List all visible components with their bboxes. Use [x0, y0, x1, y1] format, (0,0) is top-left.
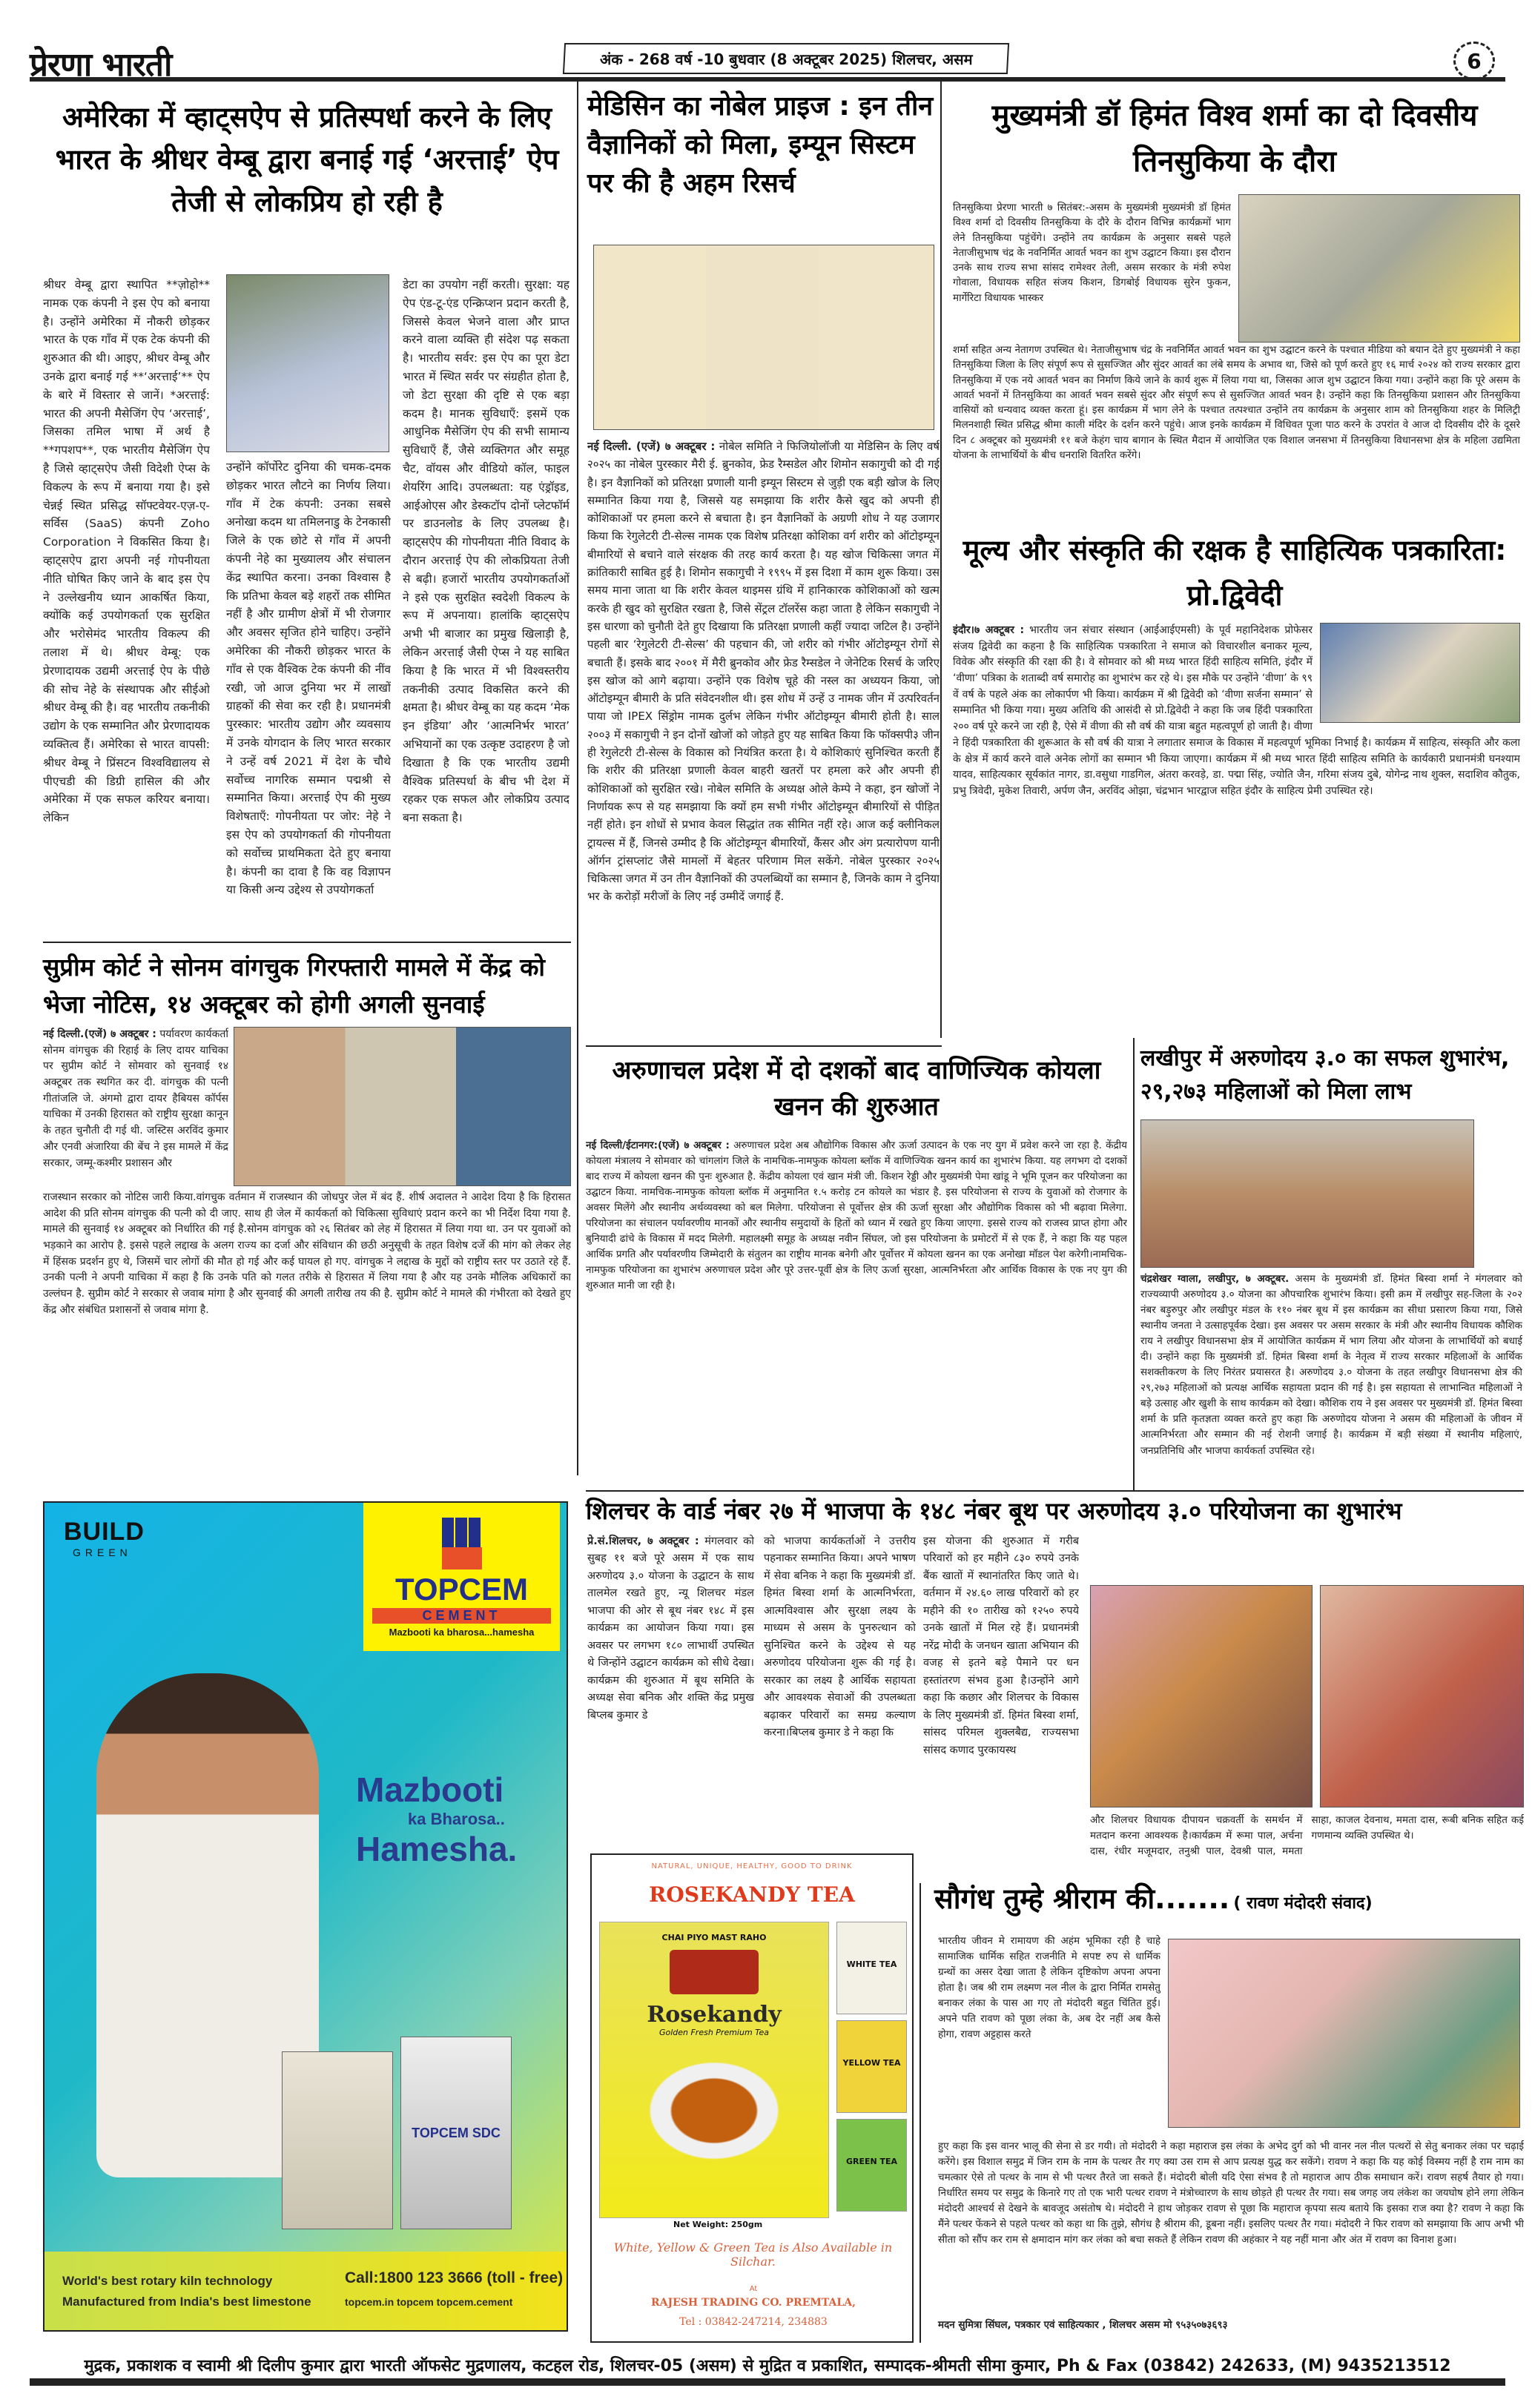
- tea-at: At: [749, 2285, 758, 2293]
- photo-sridhar-vembu: [226, 274, 389, 452]
- silchar-col3: इस योजना की शुरुआत में गरीब परिवारों को हर महीने ८३० रुपये उनके बैंक खातों में स्थानांतरित किए जाते थे। वर्तमान में २४.६० लाख परिवारों को हर महीने की १० तारीख को १२५० रुपये उनके खातों में मिल रहे हैं। प्रधानमंत्री नरेंद्र मोदी के जनधन खाता अभियान की वजह से इतने बड़े पैमाने पर धन हस्तांतरण संभव हुआ है।उन्होंने आगे कहा कि कछार और शिलचर के विकास के लिए मुख्यमंत्री डॉ. हिमंत बिस्वा शर्मा, सांसद परिमल शुक्लबैद्य, राज्यसभा सांसद कणाद पुरकायस्थ: [923, 1535, 1079, 1756]
- page-number: 6: [1467, 48, 1482, 73]
- ad-topcem-cement[interactable]: [43, 1501, 568, 2332]
- tea-cup: [640, 2055, 788, 2166]
- sonam-dateline: नई दिल्ली.(एजें) ७ अक्टूबर :: [43, 1028, 156, 1040]
- photo-nobel-laureates: [593, 245, 934, 430]
- silchar-dateline: प्रे.सं.शिलचर, ७ अक्टूबर :: [587, 1535, 699, 1547]
- coal-dateline: नई दिल्ली/ईटानगर:(एजें) ७ अक्टूबर :: [586, 1140, 730, 1151]
- tea-dealer: RAJESH TRADING CO. PREMTALA,: [651, 2297, 856, 2309]
- sonam-lead-text: पर्यावरण कार्यकर्ता सोनम वांगचुक की रिहाई के लिए दायर याचिका पर सुप्रीम कोर्ट ने सोमवार को सुनवाई १४ अक्टूबर तक स्थगित कर दी. वांगचुक की पत्नी गीतांजलि जे. अंगमो द्वारा दायर हैबियस कॉर्पस याचिका में उनकी हिरासत को राष्ट्रीय सुरक्षा कानून के तहत चुनौती दी गई थी. जस्टिस अरविंद कुमार और एनवी अंजारिया की बेंच ने इस मामले में केंद्र सरकार, जम्मू-कश्मीर प्रशासन और: [43, 1028, 228, 1169]
- headline-nobel: मेडिसिन का नोबेल प्राइज : इन तीन वैज्ञानिकों को मिला, इम्यून सिस्टम पर की है अहम रिसर्च: [587, 91, 934, 199]
- arattai-col3: डेटा का उपयोग नहीं करती। सुरक्षा: यह ऐप एंड-टू-एंड एन्क्रिप्शन प्रदान करती है, जिससे केवल भेजने वाला और प्राप्त करने वाला व्यक्ति ही संदेश पढ़ सकता है। भारतीय सर्वर: इस ऐप का पूरा डेटा भारत में स्थित सर्वर पर संग्रहीत होता है, जो डेटा सुरक्षा की दृष्टि से एक बड़ा कदम है। मानक सुविधाएँ: इसमें एक आधुनिक मैसेजिंग ऐप की सभी सामान्य सुविधाएँ हैं, जैसे व्यक्तिगत और समूह चैट, वॉयस और वीडियो कॉल, फाइल शेयरिंग आदि। उपलब्धता: यह एंड्रॉइड, आईओएस और डेस्कटॉप दोनों प्लेटफॉर्म पर डाउनलोड के लिए उपलब्ध है। व्हाट्सऐप की गोपनीयता नीति विवाद के दौरान अरत्ताई ऐप की लोकप्रियता तेजी से बढ़ी। हजारों भारतीय उपयोगकर्ताओं ने इसे एक सुरक्षित स्वदेशी विकल्प के रूप में अपनाया। हालांकि व्हाट्सऐप अभी भी बाजार का प्रमुख खिलाड़ी है, लेकिन अरत्ताई जैसी ऐप्स ने यह साबित किया है कि भारत में भी विश्वस्तरीय तकनीकी उत्पाद विकसित करने की क्षमता है। श्रीधर वेम्बू का यह कदम ‘मेक इन इंडिया’ और ‘आत्मनिर्भर भारत’ अभियानों का एक उत्कृष्ट उदाहरण है जो दिखाता है कि एक भारतीय उद्यमी वैश्विक प्रतिस्पर्धा के बीच भी देश में रहकर एक सफल और लोकप्रिय उत्पाद बना सकता है।: [403, 278, 569, 825]
- sonam-body: राजस्थान सरकार को नोटिस जारी किया.वांगचुक वर्तमान में राजस्थान की जोधपुर जेल में बंद हैं. शीर्ष अदालत ने आदेश दिया है कि हिरासत आदेश की प्रति सोनम वांगचुक की पत्नी को दी जाए. साथ ही जेल में कार्यकर्ता को चिकित्सा सुविधाएं प्रदान करने का भी निर्देश दिया गया है. मामले की सुनवाई १४ अक्टूबर को निर्धारित की गई है.सोनम वांगचुक को २६ सितंबर को लेह में हिरासत में लिया गया था. उन पर युवाओं को भड़काने का आरोप है. इससे पहले लद्दाख के अलग राज्य का दर्जा और संविधान की छठी अनुसूची के तहत विशेष दर्जे की मांग को लेकर लेह में हिंसक प्रदर्शन हुए थे, जिसमें चार लोगों की मौत हो गई और कई घायल हो गए. वांगचुक ने लद्दाख के मुद्दों को राष्ट्रीय स्तर पर उठाते रहे हैं. उनकी पत्नी ने अपनी याचिका में कहा है कि उनके पति को गलत तरीके से हिरासत में लिया गया है और यह उनके मौलिक अधिकारों का उल्लंघन है. सुप्रीम कोर्ट ने सरकार से जवाब मांगा है और सुनवाई की अगली तारीख तय की है. सुप्रीम कोर्ट ने मामले की गंभीरता को देखते हुए केंद्र और संबंधित प्रशासनों से जवाब मांगा है.: [43, 1191, 571, 1316]
- headline-ravan: [934, 1882, 1528, 1917]
- ravan-subtitle: ( रावण मंदोदरी संवाद): [1233, 1894, 1373, 1913]
- rosekandy-top-line: NATURAL, UNIQUE, HEALTHY, GOOD TO DRINK: [651, 1862, 853, 1870]
- nobel-text: नोबेल समिति ने फिजियोलॉजी या मेडिसिन के लिए वर्ष २०२५ का नोबेल पुरस्कार मैरी ई. ब्रुनकोव, फ्रेड रैम्सडेल और शिमोन सकागुची को दी गई है। इन वैज्ञानिकों को प्रतिरक्षा प्रणाली यानी इम्यून सिस्टम से जुड़ी एक बड़ी खोज के लिए सम्मानित किया गया है, जिससे यह समझाया कि शरीर कैसे खुद को अपनी ही कोशिकाओं पर हमला करने से बचाता है। इन वैज्ञानिकों के अग्रणी शोध ने यह उजागर किया कि रेगुलेटरी टी-सेल्स नामक एक विशेष प्रतिरक्षा कोशिका वर्ग शरीर को ऑटोइम्यून बीमारियों से बचाने वाले संरक्षक की तरह कार्य करता है। यह खोज चिकित्सा जगत में क्रांतिकारी साबित हुई है। शिमोन सकागुची ने १९९५ में इस दिशा में काम शुरू किया। उस समय माना जाता था कि शरीर केवल थाइमस ग्रंथि में हानिकारक कोशिकाओं को खत्म करके ही खुद को सुरक्षित रखता है, जिसे सेंट्रल टॉलरेंस कहा जाता है लेकिन सकागुची ने इस धारणा को चुनौती देते हुए दिखाया कि प्रतिरक्षा प्रणाली कहीं ज्यादा जटिल है। उन्होंने पहली बार ‘रेगुलेटरी टी-सेल्स’ की पहचान की, जो शरीर को गंभीर ऑटोइम्यून रोगों से बचाती हैं। इसके बाद २००१ में मैरी ब्रुनकोव और फ्रेड रैम्सडेल ने जेनेटिक रिसर्च के जरिए इस खोज को आगे बढ़ाया। उन्होंने एक विशेष चूहे की नस्ल का अध्ययन किया, जो ऑटोइम्यून बीमारी के प्रति संवेदनशील थी। इस शोध में उन्हें उ नामक जीन में उत्परिवर्तन पाया जो IPEX सिंड्रोम नामक दुर्लभ लेकिन गंभीर ऑटोइम्यून बीमारी होती है। साल २००३ में सकागुची ने इन दोनों खोजों को जोड़ते हुए यह साबित किया कि फॉक्सपी३ जीन ही रेगुलेटरी टी-सेल्स के विकास को नियंत्रित करता है। ये कोशिकाएं सुनिश्चित करती हैं कि शरीर की प्रतिरक्षा प्रणाली केवल बाहरी खतरों पर हमला करे और अपनी ही कोशिकाओं को सुरक्षित रखे। नोबेल समिति के अध्यक्ष ओले केम्पे ने कहा, इन खोजों ने निर्णायक रूप से यह समझाया कि क्यों हम सभी गंभीर ऑटोइम्यून बीमारियों से पीड़ित नहीं होते। इन शोधों से प्रभाव केवल सिद्धांत तक सीमित नहीं रहे। आज कई क्लीनिकल ट्रायल्स में हैं, जिनसे उम्मीद है कि ऑटोइम्यून बीमारियों, कैंसर और अंग प्रत्यारोपण यानी ऑर्गन ट्रांसप्लांट जैसे मामलों में बेहतर परिणाम मिल सकेंगे. नोबेल पुरस्कार २०२५ चिकित्सा जगत में उन तीन वैज्ञानिकों की उपलब्धियों का सम्मान है, जिनके काम ने दुनिया भर के करोड़ों मरीजों के लिए नई उम्मीदें जगाई हैं.: [587, 440, 940, 904]
- ravan-body: हुए कहा कि इस वानर भालू की सेना से डर गयी। तो मंदोदरी ने कहा महाराज इस लंका के अभेद दुर्ग को भी वानर नल नील पत्थरों से सेतु बनाकर लंका पर चढ़ाई करेंगे। इस विशाल समुद्र में जिन राम के नाम के पत्थर तैर गए क्या उस राम से आप प्रत्यक्ष युद्ध कर सकेंगे। रावण ने कहा कि यह कोई विस्मय नहीं है राम नाम का चमत्कार ऐसे तो पत्थर के नाम से भी पत्थर तैरते जा सकते हैं। मंदोदरी बोली यदि ऐसा संभव है तो महाराज आप ठीक समाधान करें। रावण सहर्ष तैयार हो गया। निर्धारित समय पर समुद्र के किनारे गए तो एक भारी पत्थर रावण ने मंत्रोच्चारण के साथ छोड़ते ही पत्थर तैर गया। सब जगह जय लंकेश का जयघोष होने लगा लेकिन मंदोदरी आश्चर्य से देखने के बावजूद असंतोष थे। मंदोदरी ने हाथ जोड़कर रावण से पूछा कि महाराज कृपया सत्य बताये कि इसका राज क्या है? रावण ने कहा कि मैंने पत्थर फेंकने से पहले पत्थर को कहा था कि तुझे, सौगंध है श्रीराम की, डूबना नहीं। इसलिए पत्थर तैर गया। मंदोदरी ने फिर रावण को समझाया कि आप अभी भी सीता को सौंप कर राम से क्षमादान मांग कर लंका को बचा सकते हैं लेकिन रावण की अहंकार ने यह नहीं माना और अंत में रावण का विनाश हुआ।: [938, 2140, 1524, 2246]
- headline-sonam: सुप्रीम कोर्ट ने सोनम वांगचुक गिरफ्तारी मामले में केंद्र को भेजा नोटिस, १४ अक्टूबर को होगी अगली सुनवाई: [43, 953, 545, 1019]
- slogan-line-1: Mazbooti: [356, 1770, 504, 1809]
- column-divider: [919, 1883, 921, 2343]
- photo-supreme-court: [234, 1027, 571, 1186]
- headline-lakhipur: लखीपुर में अरुणोदय ३.० का सफल शुभारंभ, २९,२७३ महिलाओं को मिला लाभ: [1140, 1045, 1510, 1105]
- cement-bag-1: [282, 2051, 393, 2229]
- photo-silchar-women: [1320, 1585, 1524, 1807]
- tea-pack-sub: Golden Fresh Premium Tea: [658, 2028, 770, 2037]
- cm-visit-body: शर्मा सहित अन्य नेतागण उपस्थित थे। नेताजीसुभाष चंद्र के नवनिर्मित आवर्त भवन का शुभ उद्घाटन करने के पश्चात मीडिया को बयान देते हुए मुख्यमंत्री ने कहा तिनसुकिया जिला के लिए संपूर्ण रूप से सुसज्जित और सुंदर आवर्त का लंबे समय के अभाव था, जिसे को पूर्ण करते हुए १६ मार्च २०२४ को राज्य सरकार द्वारा तिनसुकिया में एक नये आवर्त भवन का निर्माण किये जाने के कार्य शुरू में लिया गया था, जिसका आज शुभ उद्घाटन किया गया। उन्होंने कहा कि पूरे असम के आवर्त भवनों में तिनसुकिया का आवर्त भवन सबसे सुंदर और संपूर्ण रूप से सुसज्जित आवर्त भवन है। उन्होंने कहा कि तिनसुकिया प्रशासन और तिनसुकिया वासियों को धन्यवाद व्यक्त करता हूं। इस कार्यक्रम में भाग लेने के पश्चात तत्पश्चात उन्होंने तय कार्यक्रम के अनुसार शाम को तिनसुकिया शहर के मिलिट्री मिलनशाही स्थित प्रसिद्ध श्रीमा काली मंदिर के दर्शन करने पहुंचे। आज इनके कार्यक्रम में विधिवत पूजा पाठ करने के उपरांत वे आज दो दिवसीय दौरे के दूसरे दिन ८ अक्टूबर को मुख्यमंत्री ११ बजे केहंग चाय बागान के स्थित मैदान में आयोजित एक विशाल जनसभा में तिनसुकिया विधानसभा क्षेत्र के महिला उद्यमिता योजना के लाभार्थियों के बीच धनराशि वितरित करेंगे।: [953, 344, 1520, 461]
- column-divider: [1133, 1038, 1135, 1490]
- column-divider: [940, 82, 942, 1038]
- tea-pack-top: CHAI PIYO MAST RAHO: [661, 1933, 767, 1942]
- lakhipur-dateline: चंद्रशेखर ग्वाला, लखीपुर, ७ अक्टूबर.: [1140, 1273, 1290, 1285]
- tea-availability: White, Yellow & Green Tea is Also Available in Silchar.: [613, 2240, 893, 2269]
- topcem-tagline: Mazbooti ka bharosa...hamesha: [389, 1627, 535, 1638]
- arattai-col2: उन्होंने कॉर्पोरेट दुनिया की चमक-दमक छोड़कर भारत लौटने का निर्णय लिया। गाँव में टेक कंपनी: उनका सबसे अनोखा कदम था तमिलनाडु के टेनकासी जिले के एक छोटे से गाँव में अपनी कंपनी नेहे का मुख्यालय और संचालन केंद्र स्थापित करना। उनका विश्वास है कि प्रतिभा केवल बड़े शहरों तक सीमित नहीं है और ग्रामीण क्षेत्रों में भी रोजगार और अवसर सृजित होने चाहिए। उन्होंने अमेरिका की नौकरी छोड़कर भारत के गाँव से एक वैश्विक टेक कंपनी की नींव रखी, जो आज दुनिया भर में लाखों ग्राहकों की सेवा कर रही है। प्रधानमंत्री पुरस्कार: भारतीय उद्योग और व्यवसाय में उनके योगदान के लिए भारत सरकार ने उन्हें वर्ष 2021 में देश के चौथे सर्वोच्च नागरिक सम्मान पद्मश्री से सम्मानित किया। अरत्ताई ऐप की मुख्य विशेषताएँ: गोपनीयता पर जोर: नेहे ने इस ऐप को उपयोगकर्ता की गोपनीयता को सर्वोच्च प्राथमिकता देते हुए बनाया है। कंपनी का दावा है कि वह विज्ञापन या किसी अन्य उद्देश्य से उपयोगकर्ता: [226, 460, 391, 897]
- lakhipur-text: असम के मुख्यमंत्री डॉ. हिमंत बिस्वा शर्मा ने मंगलवार को राज्यव्यापी अरुणोदय ३.० योजना का औपचारिक शुभारंभ किया। इसी क्रम में लखीपुर सह-जिला के २०२ नंबर बड़ुरुपुर और लखीपुर मंडल के ११० नंबर बूथ में इस कार्यक्रम का सीधा प्रसारण किया गया, जिसे स्थानीय जनता ने उत्साहपूर्वक देखा। इस अवसर पर असम सरकार के मंत्री और स्थानीय विधायक कौशिक राय ने लखीपुर विधानसभा क्षेत्र में आयोजित कार्यक्रम में भाग लिया और योजना के लाभार्थियों को बधाई दी। उन्होंने कहा कि मुख्यमंत्री डॉ. हिमंत बिस्वा शर्मा के नेतृत्व में राज्य सरकार महिलाओं के आर्थिक सशक्तीकरण के लिए निरंतर प्रयासरत है। अरुणोदय ३.० योजना के तहत लखीपुर विधानसभा क्षेत्र की २९,२७३ महिलाओं को प्रत्यक्ष आर्थिक सहायता प्रदान की गई है। इस सहायता से लाभान्वित महिलाओं ने बड़े उत्साह और खुशी के साथ कार्यक्रम को देखा। कौशिक राय ने इस अवसर पर मुख्यमंत्री डॉ. हिमंत बिस्वा शर्मा के प्रति कृतज्ञता व्यक्त करते हुए कहा कि अरुणोदय योजना ने असम की महिलाओं के जीवन में आत्मनिर्भरता और सम्मान की नई रोशनी जगाई है। कार्यक्रम में बड़ी संख्या में स्थानीय महिलाएं, जनप्रतिनिधि और भाजपा कार्यकर्ता उपस्थित रहे।: [1140, 1273, 1522, 1457]
- newspaper-title: प्रेरणा भारती: [30, 46, 172, 84]
- cement-bags: [282, 2037, 519, 2237]
- silchar-col1: [587, 1533, 754, 1848]
- silchar-caption: और शिलचर विधायक दीपायन चक्रवर्ती के समर्थन में मतदान करना आवश्यक है।कार्यक्रम में रूमा पाल, अर्चना दास, रंधीर मजूमदार, तनुश्री पाल, देवश्री पाल, ममता साहा, काजल देवनाथ, ममता दास, रूबी बनिक सहित कई गणमान्य व्यक्ति उपस्थित थे।: [1090, 1814, 1524, 1857]
- arattai-col1: श्रीधर वेम्बू द्वारा स्थापित **ज़ोहो** नामक एक कंपनी ने इस ऐप को बनाया है। उन्होंने अमेरिका में नौकरी छोड़कर भारत के एक गाँव में एक टेक कंपनी की शुरुआत की थी। आइए, श्रीधर वेम्बू और उनके द्वारा बनाई गई **‘अरत्ताई’** ऐप के बारे में विस्तार से जानें। *अरत्ताई: भारत की अपनी मैसेजिंग ऐप ‘अरत्ताई’, जिसका तमिल भाषा में अर्थ है **गपशप**, एक भारतीय मैसेजिंग ऐप है जिसे व्हाट्सऐप जैसी विदेशी ऐप्स के विकल्प के रूप में बनाया गया है। इसे चेन्नई स्थित प्रसिद्ध सॉफ्टवेयर-एज़-ए-सर्विस (SaaS) कंपनी Zoho Corporation ने विकसित किया है। व्हाट्सऐप द्वारा अपनी नई गोपनीयता नीति घोषित किए जाने के बाद इस ऐप ने उल्लेखनीय ध्यान आकर्षित किया, क्योंकि कई उपयोगकर्ता एक सुरक्षित और भरोसेमंद भारतीय विकल्प की तलाश में थे। श्रीधर वेम्बू: एक प्रेरणादायक उद्यमी अरत्ताई ऐप के पीछे की सोच नेहे के संस्थापक और सीईओ श्रीधर वेम्बू की है। वह भारतीय तकनीकी उद्योग के एक सम्मानित और प्रेरणादायक व्यक्तित्व हैं। अमेरिका से भारत वापसी: श्रीधर वेम्बू ने प्रिंसटन विश्वविद्यालय से पीएचडी की डिग्री हासिल की और अमेरिका में एक सफल करियर बनाया। लेकिन: [43, 278, 210, 825]
- topcem-footer-strip: [44, 2252, 568, 2332]
- coal-text: अरुणाचल प्रदेश अब औद्योगिक विकास और ऊर्जा उत्पादन के एक नए युग में प्रवेश करने जा रहा है. केंद्रीय कोयला मंत्रालय ने सोमवार को चांगलांग जिले के नामचिक-नामफुक कोयला ब्लॉक में वाणिज्यिक खनन कार्य का शुभारंभ किया. यह लगभग दो दशकों बाद राज्य में कोयला खनन की पुनः शुरुआत है. केंद्रीय कोयला एवं खान मंत्री जी. किशन रेड्डी और मुख्यमंत्री पेमा खांडू ने भूमि पूजन कर परियोजना का उद्घाटन किया. नामचिक-नामफुक कोयला ब्लॉक में अनुमानित १.५ करोड़ टन कोयले का भंडार है. इस परियोजना से राज्य के युवाओं को रोजगार के अवसर मिलेंगे और स्थानीय अर्थव्यवस्था को बल मिलेगा. परियोजना से पूर्वोत्तर क्षेत्र की ऊर्जा सुरक्षा और औद्योगिक विकास को भी बढ़ावा मिलेगा. परियोजना का संचालन पर्यावरणीय मानकों और स्थानीय समुदायों के हितों को ध्यान में रखते हुए किया जाएगा. इससे राज्य को राजस्व प्राप्त होगा और बुनियादी ढांचे के विकास में मदद मिलेगी. महालक्ष्मी समूह के अध्यक्ष नवीन सिंघल, जो इस परियोजना के प्रमोटरों में से एक हैं, ने कहा कि यह पहल आर्थिक प्रगति और पर्यावरणीय जिम्मेदारी के संतुलन का राष्ट्रीय मानक बनेगी और पूर्वोत्तर में कोयला खनन का एक अनोखा मॉडल पेश करेगी।नामचिक-नामफुक परियोजना का शुभारंभ अरुणाचल प्रदेश और पूरे उत्तर-पूर्वी क्षेत्र के लिए ऊर्जा सुरक्षा, आत्मनिर्भरता और आर्थिक विकास के एक नए युग की शुरुआत मानी जा रही है।: [586, 1140, 1127, 1292]
- build-green-text: BUILD: [64, 1518, 145, 1546]
- headline-silchar: शिलचर के वार्ड नंबर २७ में भाजपा के १४८ नंबर बूथ पर अरुणोदय ३.० परियोजना का शुभारंभ: [586, 1497, 1402, 1525]
- yellow-tea-pack: YELLOW TEA: [836, 2020, 907, 2113]
- cement-bag-2: [400, 2037, 512, 2229]
- headline-arattai: अमेरिका में व्हाट्सऐप से प्रतिस्पर्धा करने के लिए भारत के श्रीधर वेम्बू द्वारा बनाई गई ‘अरत्ताई’ ऐप तेजी से लोकप्रिय हो रही है: [55, 101, 559, 218]
- section-divider: [586, 1490, 1524, 1492]
- tea-variants: [836, 1922, 907, 2218]
- headline-journalism: मूल्य और संस्कृति की रक्षक है साहित्यिक पत्रकारिता: प्रो.द्विवेदी: [963, 534, 1507, 612]
- topcem-phone[interactable]: Call:1800 123 3666 (toll - free): [345, 2269, 564, 2286]
- section-divider: [43, 942, 571, 943]
- build-green-logo: [64, 1518, 145, 1558]
- photo-veena-event: [1320, 623, 1520, 723]
- journalism-body: [953, 623, 1520, 1027]
- topcem-brand: TOPCEM: [395, 1572, 528, 1607]
- topcem-grid-icon: [442, 1518, 482, 1570]
- tea-net-weight: Net Weight: 250gm: [673, 2220, 763, 2229]
- ravan-title: सौगंध तुम्हे श्रीराम की.......: [934, 1882, 1230, 1915]
- topcem-logo-panel: [363, 1503, 560, 1651]
- tea-pack: [599, 1922, 829, 2218]
- lakhipur-body: [1140, 1271, 1522, 1486]
- photo-silchar-booth: [1090, 1585, 1313, 1807]
- issue-dateline-text: अंक - 268 वर्ष -10 बुधवार (8 अक्टूबर 2025) शिलचर, असम: [599, 50, 973, 68]
- journalism-text: भारतीय जन संचार संस्थान (आईआईएमसी) के पूर्व महानिदेशक प्रोफेसर संजय द्विवेदी का कहना है कि साहित्यिक पत्रकारिता ने समाज को विचारशील बनाकर मूल्य, विवेक और संस्कृति की रक्षा की है। वे सोमवार को श्री मध्य भारत हिंदी साहित्य समिति, इंदौर में ‘वीणा’ पत्रिका के शताब्दी वर्ष समारोह का शुभारंभ कर रहे थे। इस मौके पर उन्होंने ‘वीणा’ के ९९ वें वर्ष के पहले अंक का लोकार्पण भी किया। कार्यक्रम में श्री द्विवेदी को ‘वीणा सर्जना सम्मान’ से सम्मानित भी किया गया। मुख्य अतिथि की आसंदी से प्रो.द्विवेदी ने कहा कि जब हिंदी पत्रकारिता २०० वर्ष पूरे करने जा रही है, ऐसे में वीणा की सौ वर्ष की यात्रा बहुत महत्वपूर्ण हो जाती है। वीणा ने हिंदी पत्रकारिता की शुरूआत के सौ वर्ष की यात्रा ने लगातार समाज के विकास में महत्वपूर्ण भूमिका निभाई है। कार्यक्रम में साहित्य, संस्कृति और कला के क्षेत्र में कार्य करने वाले अनेक लोगों का सम्मान भी किया जाएगा। कार्यक्रम में श्री मध्य भारत हिंदी साहित्य समिति के कार्यकारी प्रधानमंत्री घनश्याम यादव, साहित्यकार सूर्यकांत नागर, डा.वसुधा गाडगिल, अंतरा करवड़े, डा. पद्मा सिंह, ज्योति जैन, गरिमा संजय दुबे, योगेन्द्र नाथ शुक्ल, सदाशिव कौतुक, प्रभु त्रिवेदी, मुकेश तिवारी, अर्पण जैन, अरविंद ओझा, चंद्रभान भारद्वाज सहित इंदौर के साहित्य प्रेमी उपस्थित रहे।: [953, 624, 1520, 797]
- rosekandy-brand: ROSEKANDY TEA: [649, 1882, 855, 1907]
- silchar-col1-text: मंगलवार को सुबह ११ बजे पूरे असम में एक साथ अरुणोदय ३.० योजना के उद्घाटन के साथ तालमेल रखते हुए, न्यू शिलचर मंडल भाजपा की ओर से बूथ नंबर १४८ में इस कार्यक्रम का आयोजन किया गया। इस अवसर पर लगभग १८० लाभार्थी उपस्थित थे जिन्होंने उद्घाटन कार्यक्रम को सीधे देखा।कार्यक्रम की शुरुआत में बूथ समिति के अध्यक्ष सेवा बनिक और शक्ति केंद्र प्रमुख बिप्लब कुमार डे: [587, 1535, 754, 1721]
- section-divider: [586, 1045, 942, 1047]
- footer-bar: [30, 2378, 1505, 2386]
- ravan-col1: भारतीय जीवन मे रामायण की अहंम भूमिका रही है चाहे सामाजिक धार्मिक सहित राजनीति मे सपष्ट रुप से धार्मिक ग्रन्थों का असर देखा जाता है लेकिन दृष्टिकोण अपना अपना होता है। जब श्री राम लक्ष्मण नल नील के द्वारा निर्मित रामसेतु बनाकर लंका के पास आ गए तो मंदोदरी बहुत चिंतित हुई। अपने पति रावण को पूछा लंका के, अब देर नहीं अब कैसे होगा, रावण अट्टहास करते: [938, 1935, 1160, 2041]
- tea-pack-logo: [670, 1950, 759, 1994]
- nobel-body: [587, 437, 940, 1031]
- journalism-dateline: इंदौर।७ अक्टूबर :: [953, 624, 1025, 636]
- sonam-lead: [43, 1027, 228, 1186]
- build-green-subtext: GREEN: [73, 1547, 132, 1558]
- slogan-line-2: ka Bharosa..: [408, 1810, 505, 1828]
- cm-visit-col1: तिनसुकिया प्रेरणा भारती ७ सितंबर:-असम के मुख्यमंत्री मुख्यमंत्री डॉ हिमंत विश्व शर्मा दो दिवसीय तिनसुकिया के दौरे के दौरान विभिन्न कार्यक्रमों भाग लेने तिनसुकिया पहुंचेंगे। उन्होंने तय कार्यक्रम के अनुसार सबसे पहले नेताजीसुभाष चंद्र के नवनिर्मित आवर्त भवन का शुभ उद्घाटन किया। इस दौरान उनके साथ राज्य सभा सांसद रामेश्वर तेली, असम सरकार के मंत्री रुपेश गोवाला, विधायक सहित संजय किशन, डिगबोई विधायक सुरेन फुकन, मार्गेरिटा विधायक भास्कर: [953, 202, 1231, 304]
- slogan-line-3: Hamesha.: [356, 1830, 518, 1868]
- topcem-slogan: [356, 1770, 517, 1869]
- page-number-badge: [1453, 42, 1495, 80]
- coal-body: [586, 1138, 1127, 1490]
- ad-rosekandy-tea[interactable]: [590, 1853, 914, 2343]
- topcem-feature-1: World's best rotary kiln technology: [62, 2274, 273, 2288]
- photo-lakhipur-event: [1140, 1119, 1474, 1268]
- illustration-ravan: [1168, 1939, 1520, 2128]
- bag-label: TOPCEM SDC: [412, 2125, 501, 2140]
- nobel-dateline: नई दिल्ली. (एजें) ७ अक्टूबर :: [587, 440, 716, 453]
- ravan-author: मदन सुमित्रा सिंघल, पत्रकार एवं साहित्यकार , शिलचर असम मो ९५३५०७३६९३: [938, 2319, 1228, 2331]
- tea-phone[interactable]: Tel : 03842-247214, 234883: [679, 2316, 828, 2328]
- tea-pack-brand: Rosekandy: [647, 2002, 782, 2028]
- white-tea-pack: WHITE TEA: [836, 1922, 907, 2014]
- topcem-brand-sub: CEMENT: [372, 1608, 551, 1624]
- column-divider: [577, 82, 578, 1475]
- topcem-social-links[interactable]: topcem.in topcem topcem.cement: [345, 2296, 513, 2308]
- green-tea-pack: GREEN TEA: [836, 2119, 907, 2212]
- photo-cm-inauguration: [1238, 194, 1520, 343]
- footer-imprint: मुद्रक, प्रकाशक व स्वामी श्री दिलीप कुमार द्वारा भारती ऑफसेट मुद्रणालय, कटहल रोड, शिलचर-05 (असम) से मुद्रित व प्रकाशित, सम्पादक-श्रीमती सीमा कुमार, Ph & Fax (03842) 242633, (M) 9435213512: [84, 2357, 1451, 2375]
- topcem-feature-2: Manufactured from India's best limestone: [62, 2295, 311, 2309]
- issue-dateline: [563, 43, 1009, 74]
- headline-cm-visit: मुख्यमंत्री डॉ हिमंत विश्व शर्मा का दो दिवसीय तिनसुकिया के दौरा: [991, 99, 1478, 179]
- silchar-col2: को भाजपा कार्यकर्ताओं ने उत्तरीय पहनाकर सम्मानित किया। अपने भाषण में सेवा बनिक ने कहा कि मुख्यमंत्री डॉ. हिमंत बिस्वा शर्मा के आत्मनिर्भरता, आत्मविश्वास और सुरक्षा लक्ष्य के माध्यम से असम के पुनरुत्थान को सुनिश्चित करने के उद्देश्य से यह अरुणोदय परियोजना शुरू की गई है। सरकार का लक्ष्य है आर्थिक सहायता और आवश्यक सेवाओं की उपलब्धता बढ़ाकर परिवारों का समग्र कल्याण करना।बिप्लब कुमार डे ने कहा कि: [764, 1535, 916, 1739]
- headline-coal: अरुणाचल प्रदेश में दो दशकों बाद वाणिज्यिक कोयला खनन की शुरुआत: [612, 1056, 1101, 1122]
